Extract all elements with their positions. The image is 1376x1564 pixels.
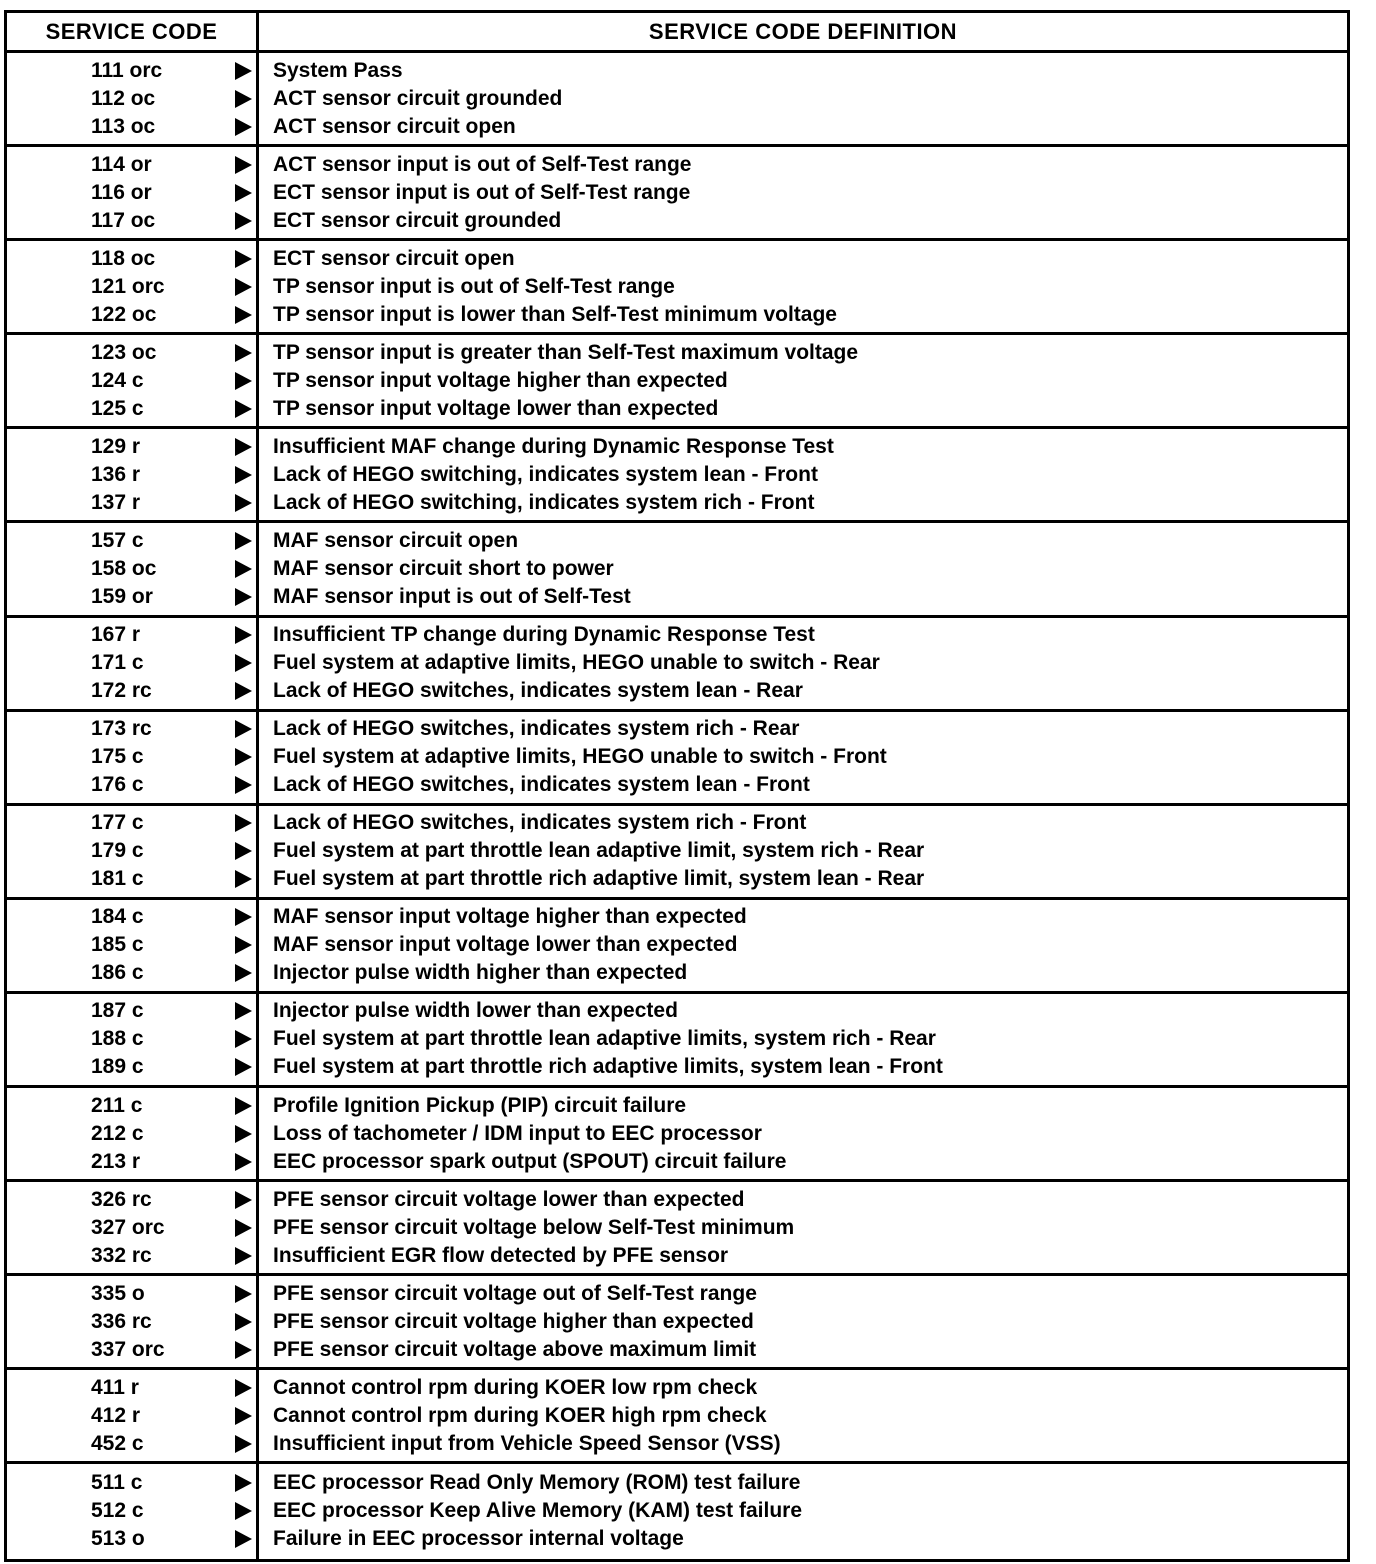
code-line [7,1053,256,1081]
arrow-right-icon [235,466,252,484]
table-row-group [7,806,1347,900]
table-row-group [7,1182,1347,1276]
service-code-definition: Fuel system at part throttle lean adaptive limits, system rich - Rear [273,1027,936,1051]
service-code-definition: Fuel system at part throttle rich adaptive limit, system lean - Rear [273,867,925,891]
service-code-definition: MAF sensor circuit short to power [273,557,614,581]
arrow-right-icon [235,1191,252,1209]
code-line [7,179,256,207]
service-code: 136 r [91,462,141,486]
arrow-right-icon [235,814,252,832]
service-code-definition: Failure in EEC processor internal voltage [273,1527,684,1551]
service-code-definition: Injector pulse width lower than expected [273,999,678,1023]
definition-cell [259,147,1347,238]
service-code-definition: Lack of HEGO switches, indicates system rich - Rear [273,717,800,741]
code-line [7,85,256,113]
arrow-right-icon [235,1097,252,1115]
code-line [7,1242,256,1270]
service-code: 326 rc [91,1187,152,1211]
code-line [7,959,256,987]
code-line [7,555,256,583]
service-code-definition: Insufficient MAF change during Dynamic Response Test [273,434,834,458]
code-line [7,1280,256,1308]
code-line [7,1336,256,1364]
code-line [7,113,256,141]
service-code-definition: MAF sensor circuit open [273,529,519,553]
arrow-right-icon [235,1030,252,1048]
code-line [7,433,256,461]
code-cell [7,53,259,144]
service-code: 173 rc [91,717,152,741]
service-code-definition: Lack of HEGO switching, indicates system rich - Front [273,490,815,514]
service-code: 412 r [91,1403,141,1427]
code-line [7,1430,256,1458]
code-line [7,743,256,771]
code-line [7,1092,256,1120]
arrow-right-icon [235,1219,252,1237]
code-line [7,865,256,893]
service-code: 117 oc [91,208,156,232]
code-line [7,1186,256,1214]
arrow-right-icon [235,438,252,456]
service-code-definition: Injector pulse width higher than expected [273,961,688,985]
service-code-definition: Cannot control rpm during KOER low rpm check [273,1375,758,1399]
service-code-definition: PFE sensor circuit voltage out of Self-Test range [273,1281,757,1305]
service-code: 179 c [91,839,144,863]
service-code-header: SERVICE CODE [7,13,259,50]
code-cell [7,1464,259,1558]
service-code-definition: Lack of HEGO switches, indicates system lean - Rear [273,679,803,703]
code-cell [7,241,259,332]
service-code-definition: System Pass [273,58,403,82]
service-code-definition: Loss of tachometer / IDM input to EEC processor [273,1121,762,1145]
arrow-right-icon [235,344,252,362]
service-code: 172 rc [91,679,152,703]
service-code: 452 c [91,1431,144,1455]
code-cell [7,1182,259,1273]
service-code: 157 c [91,529,144,553]
service-code-definition: Insufficient input from Vehicle Speed Sensor (VSS) [273,1431,781,1455]
arrow-right-icon [235,372,252,390]
table-row-group [7,335,1347,429]
service-code-definition: Fuel system at part throttle rich adaptive limits, system lean - Front [273,1055,943,1079]
service-code: 114 or [91,152,152,176]
code-line [7,367,256,395]
arrow-right-icon [235,306,252,324]
arrow-right-icon [235,964,252,982]
service-code: 175 c [91,745,144,769]
service-code: 189 c [91,1055,144,1079]
definition-cell [259,712,1347,803]
service-code: 211 c [91,1093,143,1117]
code-cell [7,1088,259,1179]
service-code: 512 c [91,1499,144,1523]
service-code: 123 oc [91,340,157,364]
code-cell [7,429,259,520]
arrow-right-icon [235,532,252,550]
service-code: 118 oc [91,246,156,270]
service-code-definition: MAF sensor input is out of Self-Test [273,585,631,609]
code-line [7,997,256,1025]
code-line [7,207,256,235]
service-code-definition: Fuel system at adaptive limits, HEGO unable to switch - Front [273,745,887,769]
table-row-group [7,1276,1347,1370]
code-cell [7,335,259,426]
arrow-right-icon [235,870,252,888]
arrow-right-icon [235,1125,252,1143]
service-code: 212 c [91,1121,144,1145]
code-line [7,339,256,367]
service-code: 122 oc [91,302,157,326]
service-code: 158 oc [91,557,157,581]
arrow-right-icon [235,720,252,738]
code-cell [7,900,259,991]
definition-cell [259,1182,1347,1273]
code-line [7,151,256,179]
arrow-right-icon [235,842,252,860]
arrow-right-icon [235,776,252,794]
arrow-right-icon [235,748,252,766]
table-row-group [7,241,1347,335]
arrow-right-icon [235,1502,252,1520]
service-code: 167 r [91,623,141,647]
code-line [7,583,256,611]
definition-cell [259,429,1347,520]
arrow-right-icon [235,654,252,672]
arrow-right-icon [235,1153,252,1171]
arrow-right-icon [235,1474,252,1492]
code-line [7,527,256,555]
service-code-definition: PFE sensor circuit voltage below Self-Test minimum [273,1215,795,1239]
service-code-definition: Lack of HEGO switches, indicates system lean - Front [273,773,810,797]
service-code-definition: MAF sensor input voltage higher than expected [273,905,747,929]
code-line [7,621,256,649]
code-line [7,771,256,799]
service-code: 113 oc [91,114,156,138]
code-cell [7,523,259,614]
service-code: 177 c [91,811,144,835]
definition-cell [259,1276,1347,1367]
table-row-group [7,523,1347,617]
code-line [7,1120,256,1148]
service-code-definition: Insufficient EGR flow detected by PFE sensor [273,1243,729,1267]
table-row-group [7,618,1347,712]
arrow-right-icon [235,936,252,954]
table-body [7,53,1347,1559]
code-line [7,1214,256,1242]
code-line [7,1148,256,1176]
table-row-group [7,712,1347,806]
arrow-right-icon [235,1407,252,1425]
code-line [7,489,256,517]
code-cell [7,712,259,803]
service-code-definition: Lack of HEGO switches, indicates system rich - Front [273,811,807,835]
service-code: 171 c [91,651,144,675]
table-row-group [7,147,1347,241]
arrow-right-icon [235,184,252,202]
code-line [7,1525,256,1553]
code-line [7,903,256,931]
definition-cell [259,806,1347,897]
arrow-right-icon [235,682,252,700]
service-code-definition: ECT sensor circuit grounded [273,208,562,232]
service-code-definition: TP sensor input is out of Self-Test range [273,274,675,298]
service-code-definition: EEC processor spark output (SPOUT) circuit failure [273,1149,787,1173]
code-line [7,715,256,743]
arrow-right-icon [235,1341,252,1359]
definition-cell [259,618,1347,709]
service-code: 125 c [91,396,144,420]
service-code-table [4,10,1350,1562]
service-code-definition: EEC processor Keep Alive Memory (KAM) test failure [273,1499,803,1523]
service-code-definition: TP sensor input is lower than Self-Test minimum voltage [273,302,837,326]
table-row-group [7,53,1347,147]
service-code-definition: TP sensor input voltage higher than expected [273,368,728,392]
definition-cell [259,1370,1347,1461]
code-line [7,809,256,837]
code-line [7,837,256,865]
arrow-right-icon [235,118,252,136]
service-code-definition: Fuel system at adaptive limits, HEGO unable to switch - Rear [273,651,880,675]
table-row-group [7,1464,1347,1558]
service-code-definition: PFE sensor circuit voltage lower than expected [273,1187,745,1211]
service-code: 186 c [91,961,144,985]
table-row-group [7,1088,1347,1182]
service-code: 337 orc [91,1337,165,1361]
arrow-right-icon [235,1285,252,1303]
arrow-right-icon [235,626,252,644]
service-code: 116 or [91,180,152,204]
code-line [7,1308,256,1336]
code-line [7,649,256,677]
service-code-definition: ECT sensor circuit open [273,246,515,270]
arrow-right-icon [235,156,252,174]
code-line [7,1469,256,1497]
service-code-definition: ECT sensor input is out of Self-Test range [273,180,691,204]
service-code: 187 c [91,999,144,1023]
service-code: 176 c [91,773,144,797]
service-code-definition: EEC processor Read Only Memory (ROM) test failure [273,1471,801,1495]
service-code: 181 c [91,867,144,891]
arrow-right-icon [235,250,252,268]
code-line [7,677,256,705]
definition-cell [259,1464,1347,1558]
definition-cell [259,241,1347,332]
service-code: 336 rc [91,1309,152,1333]
code-line [7,931,256,959]
service-code: 112 oc [91,86,156,110]
code-line [7,273,256,301]
service-code-definition: ACT sensor circuit grounded [273,86,563,110]
service-code-definition: Insufficient TP change during Dynamic Response Test [273,623,815,647]
service-code: 335 o [91,1281,145,1305]
definition-cell [259,335,1347,426]
code-line [7,1374,256,1402]
code-line [7,301,256,329]
service-code: 213 r [91,1149,141,1173]
arrow-right-icon [235,1313,252,1331]
service-code: 511 c [91,1471,143,1495]
arrow-right-icon [235,1058,252,1076]
service-code: 185 c [91,933,144,957]
service-code: 121 orc [91,274,165,298]
service-code-definition-header: SERVICE CODE DEFINITION [648,18,958,44]
code-cell [7,1276,259,1367]
code-line [7,1497,256,1525]
definition-cell [259,900,1347,991]
arrow-right-icon [235,90,252,108]
service-code: 159 or [91,585,153,609]
service-code: 137 r [91,490,141,514]
arrow-right-icon [235,1435,252,1453]
definition-cell [259,523,1347,614]
service-code: 129 r [91,434,141,458]
service-code: 513 o [91,1527,145,1551]
arrow-right-icon [235,908,252,926]
code-line [7,461,256,489]
service-code-definition: MAF sensor input voltage lower than expected [273,933,738,957]
definition-cell [259,994,1347,1085]
service-code-definition: PFE sensor circuit voltage higher than expected [273,1309,754,1333]
arrow-right-icon [235,494,252,512]
service-code-definition: TP sensor input is greater than Self-Test maximum voltage [273,340,859,364]
service-code: 188 c [91,1027,144,1051]
service-code-definition: Profile Ignition Pickup (PIP) circuit failure [273,1093,687,1117]
arrow-right-icon [235,588,252,606]
arrow-right-icon [235,62,252,80]
service-code-definition: Fuel system at part throttle lean adaptive limit, system rich - Rear [273,839,925,863]
arrow-right-icon [235,1247,252,1265]
service-code-definition: Cannot control rpm during KOER high rpm check [273,1403,767,1427]
code-cell [7,806,259,897]
table-row-group [7,429,1347,523]
code-line [7,395,256,423]
service-code: 184 c [91,905,144,929]
arrow-right-icon [235,1379,252,1397]
arrow-right-icon [235,1002,252,1020]
service-code: 411 r [91,1375,139,1399]
arrow-right-icon [235,560,252,578]
arrow-right-icon [235,212,252,230]
code-line [7,1025,256,1053]
code-line [7,57,256,85]
service-code: 111 orc [91,58,163,82]
definition-cell [259,53,1347,144]
service-code-definition: TP sensor input voltage lower than expected [273,396,719,420]
service-code: 124 c [91,368,144,392]
arrow-right-icon [235,400,252,418]
arrow-right-icon [235,278,252,296]
code-line [7,245,256,273]
service-code: 332 rc [91,1243,152,1267]
definition-cell [259,1088,1347,1179]
table-row-group [7,900,1347,994]
service-code-definition: PFE sensor circuit voltage above maximum limit [273,1337,757,1361]
table-row-group [7,994,1347,1088]
table-row-group [7,1370,1347,1464]
service-code-definition: ACT sensor input is out of Self-Test range [273,152,692,176]
service-code-definition: Lack of HEGO switching, indicates system lean - Front [273,462,818,486]
service-code-definition: ACT sensor circuit open [273,114,516,138]
arrow-right-icon [235,1530,252,1548]
code-cell [7,147,259,238]
code-cell [7,618,259,709]
service-code: 327 orc [91,1215,165,1239]
table-header [7,13,1347,53]
code-cell [7,994,259,1085]
code-line [7,1402,256,1430]
code-cell [7,1370,259,1461]
